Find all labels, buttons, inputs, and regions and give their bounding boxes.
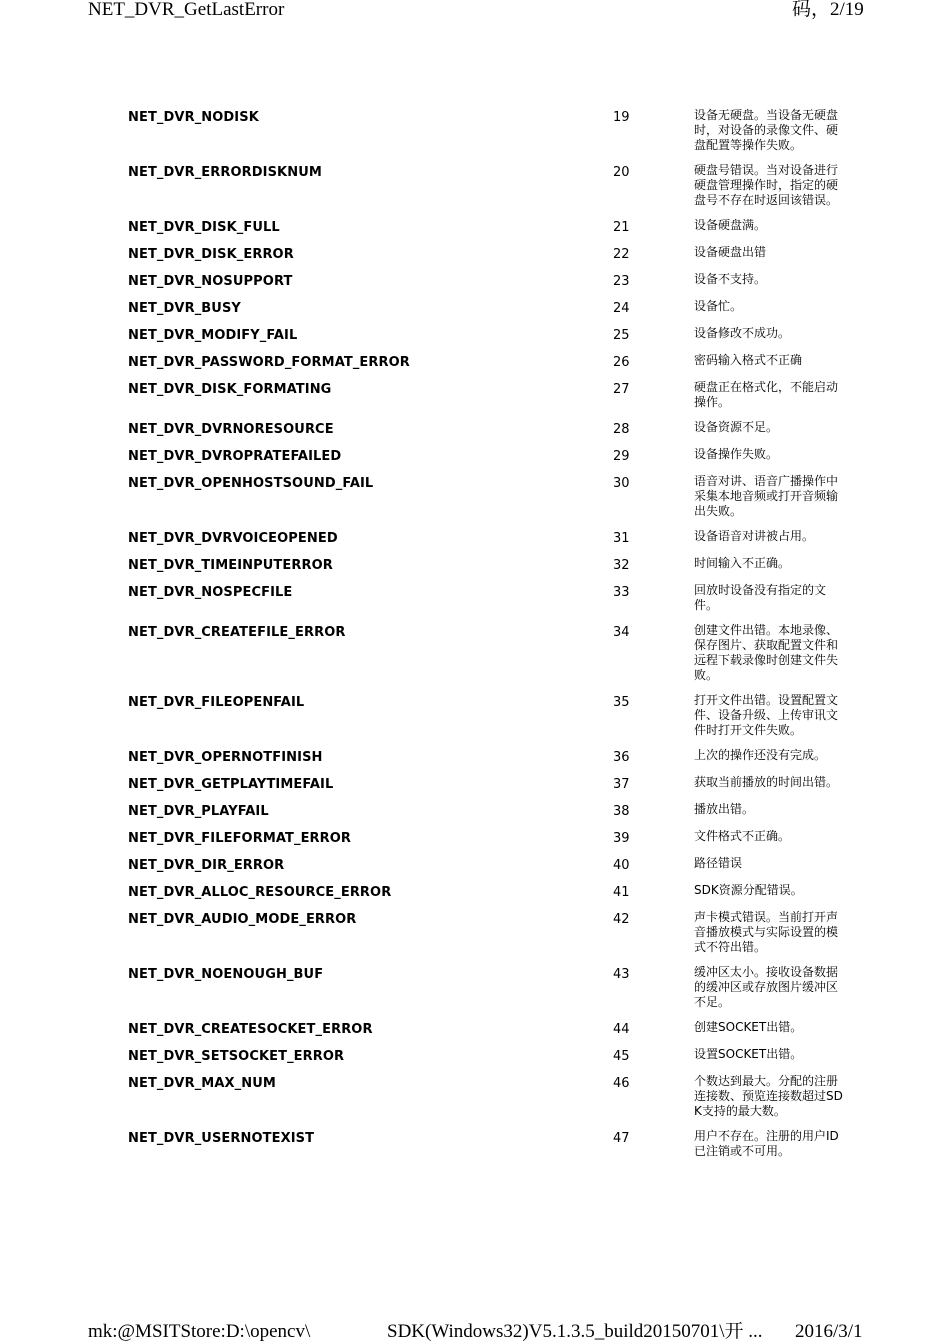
error-name-cell: NET_DVR_DVRVOICEOPENED [128,531,338,546]
error-description-cell: 声卡模式错误。当前打开声音播放模式与实际设置的模式不符出错。 [694,910,839,954]
error-code-cell: 39 [613,831,630,846]
table-row [128,447,858,474]
error-name-cell: NET_DVR_DIR_ERROR [128,858,285,873]
table-row [128,272,858,299]
error-description-cell: 创建SOCKET出错。 [694,1020,803,1034]
error-code-cell: 33 [613,585,630,600]
error-code-cell: 29 [613,449,630,464]
table-row [128,693,858,748]
error-code-cell: 34 [613,625,630,640]
error-code-cell: 32 [613,558,630,573]
error-description-cell: SDK资源分配错误。 [694,883,803,897]
error-name-cell: NET_DVR_DVROPRATEFAILED [128,449,342,464]
table-row [128,218,858,245]
error-name-cell: NET_DVR_TIMEINPUTERROR [128,558,333,573]
table-row [128,556,858,583]
error-description-cell: 打开文件出错。设置配置文件、设备升级、上传审讯文件时打开文件失败。 [694,693,839,737]
error-description-cell: 密码输入格式不正确 [694,353,803,367]
error-code-cell: 28 [613,422,630,437]
error-code-cell: 46 [613,1076,630,1091]
error-code-table [128,108,858,1169]
error-code-cell: 37 [613,777,630,792]
error-name-cell: NET_DVR_DISK_ERROR [128,247,294,262]
error-description-cell: 语音对讲、语音广播操作中采集本地音频或打开音频输出失败。 [694,474,839,518]
error-code-cell: 31 [613,531,630,546]
error-code-cell: 43 [613,967,630,982]
error-name-cell: NET_DVR_NOSUPPORT [128,274,293,289]
error-description-cell: 设备不支持。 [694,272,767,286]
error-description-cell: 播放出错。 [694,802,755,816]
error-description-cell: 设备语音对讲被占用。 [694,529,815,543]
error-name-cell: NET_DVR_SETSOCKET_ERROR [128,1049,345,1064]
error-code-table-body [128,108,858,1169]
error-code-cell: 26 [613,355,630,370]
error-code-cell: 21 [613,220,630,235]
error-name-cell: NET_DVR_DISK_FULL [128,220,280,235]
page-footer-path: SDK(Windows32)V5.1.3.5_build20150701\开 ... [387,1321,763,1342]
error-name-cell: NET_DVR_DVRNORESOURCE [128,422,334,437]
table-row [128,965,858,1020]
error-description-cell: 硬盘号错误。当对设备进行硬盘管理操作时，指定的硬盘号不存在时返回该错误。 [694,163,839,207]
error-code-cell: 38 [613,804,630,819]
error-name-cell: NET_DVR_BUSY [128,301,241,316]
error-name-cell: NET_DVR_ALLOC_RESOURCE_ERROR [128,885,392,900]
table-row [128,299,858,326]
error-description-cell: 上次的操作还没有完成。 [694,748,827,762]
table-row [128,326,858,353]
table-row [128,1129,858,1169]
error-description-cell: 用户不存在。注册的用户ID已注销或不可用。 [694,1129,839,1158]
error-description-cell: 设备操作失败。 [694,447,779,461]
page-footer-url: mk:@MSITStore:D:\opencv\ [88,1321,311,1342]
error-name-cell: NET_DVR_MAX_NUM [128,1076,276,1091]
table-row [128,420,858,447]
error-code-cell: 30 [613,476,630,491]
error-code-cell: 45 [613,1049,630,1064]
error-name-cell: NET_DVR_DISK_FORMATING [128,382,332,397]
error-description-cell: 创建文件出错。本地录像、保存图片、获取配置文件和远程下载录像时创建文件失败。 [694,623,839,682]
error-code-cell: 22 [613,247,630,262]
error-code-cell: 47 [613,1131,630,1146]
error-code-cell: 41 [613,885,630,900]
table-row [128,1074,858,1129]
table-row [128,623,858,693]
error-name-cell: NET_DVR_USERNOTEXIST [128,1131,315,1146]
error-code-cell: 36 [613,750,630,765]
error-description-cell: 文件格式不正确。 [694,829,791,843]
error-name-cell: NET_DVR_FILEFORMAT_ERROR [128,831,352,846]
error-name-cell: NET_DVR_OPERNOTFINISH [128,750,323,765]
table-row [128,245,858,272]
page-header-page-number: 码，2/19 [792,0,864,20]
error-code-cell: 27 [613,382,630,397]
error-description-cell: 设备修改不成功。 [694,326,791,340]
table-row [128,529,858,556]
error-description-cell: 缓冲区太小。接收设备数据的缓冲区或存放图片缓冲区不足。 [694,965,839,1009]
error-name-cell: NET_DVR_NODISK [128,110,259,125]
table-row [128,108,858,163]
error-name-cell: NET_DVR_CREATESOCKET_ERROR [128,1022,373,1037]
table-row [128,1047,858,1074]
error-code-cell: 25 [613,328,630,343]
page-header-title: NET_DVR_GetLastError [88,0,285,20]
error-name-cell: NET_DVR_GETPLAYTIMEFAIL [128,777,334,792]
table-row [128,829,858,856]
table-row [128,910,858,965]
error-code-cell: 44 [613,1022,630,1037]
table-row [128,883,858,910]
error-name-cell: NET_DVR_FILEOPENFAIL [128,695,305,710]
table-row [128,856,858,883]
error-description-cell: 路径错误 [694,856,743,870]
error-description-cell: 时间输入不正确。 [694,556,791,570]
error-code-cell: 40 [613,858,630,873]
error-name-cell: NET_DVR_ERRORDISKNUM [128,165,322,180]
error-code-cell: 19 [613,110,630,125]
table-row [128,380,858,420]
table-row [128,353,858,380]
error-description-cell: 设备无硬盘。当设备无硬盘时，对设备的录像文件、硬盘配置等操作失败。 [694,108,839,152]
error-name-cell: NET_DVR_NOENOUGH_BUF [128,967,324,982]
table-row [128,163,858,218]
error-description-cell: 设备资源不足。 [694,420,779,434]
table-row [128,1020,858,1047]
error-name-cell: NET_DVR_MODIFY_FAIL [128,328,298,343]
error-description-cell: 获取当前播放的时间出错。 [694,775,839,789]
error-name-cell: NET_DVR_PASSWORD_FORMAT_ERROR [128,355,410,370]
table-row [128,474,858,529]
error-description-cell: 设备硬盘出错 [694,245,767,259]
error-description-cell: 硬盘正在格式化，不能启动操作。 [694,380,839,409]
error-description-cell: 回放时设备没有指定的文件。 [694,583,827,612]
error-name-cell: NET_DVR_NOSPECFILE [128,585,293,600]
error-code-cell: 35 [613,695,630,710]
table-row [128,748,858,775]
error-code-cell: 20 [613,165,630,180]
error-name-cell: NET_DVR_CREATEFILE_ERROR [128,625,346,640]
table-row [128,583,858,623]
error-description-cell: 设备硬盘满。 [694,218,767,232]
error-name-cell: NET_DVR_OPENHOSTSOUND_FAIL [128,476,374,491]
error-code-cell: 42 [613,912,630,927]
error-description-cell: 设备忙。 [694,299,743,313]
error-description-cell: 个数达到最大。分配的注册连接数、预览连接数超过SDK支持的最大数。 [694,1074,843,1118]
error-name-cell: NET_DVR_AUDIO_MODE_ERROR [128,912,357,927]
error-code-cell: 23 [613,274,630,289]
table-row [128,802,858,829]
page-footer-date: 2016/3/1 [795,1321,863,1342]
error-code-cell: 24 [613,301,630,316]
table-row [128,775,858,802]
error-name-cell: NET_DVR_PLAYFAIL [128,804,269,819]
error-description-cell: 设置SOCKET出错。 [694,1047,803,1061]
